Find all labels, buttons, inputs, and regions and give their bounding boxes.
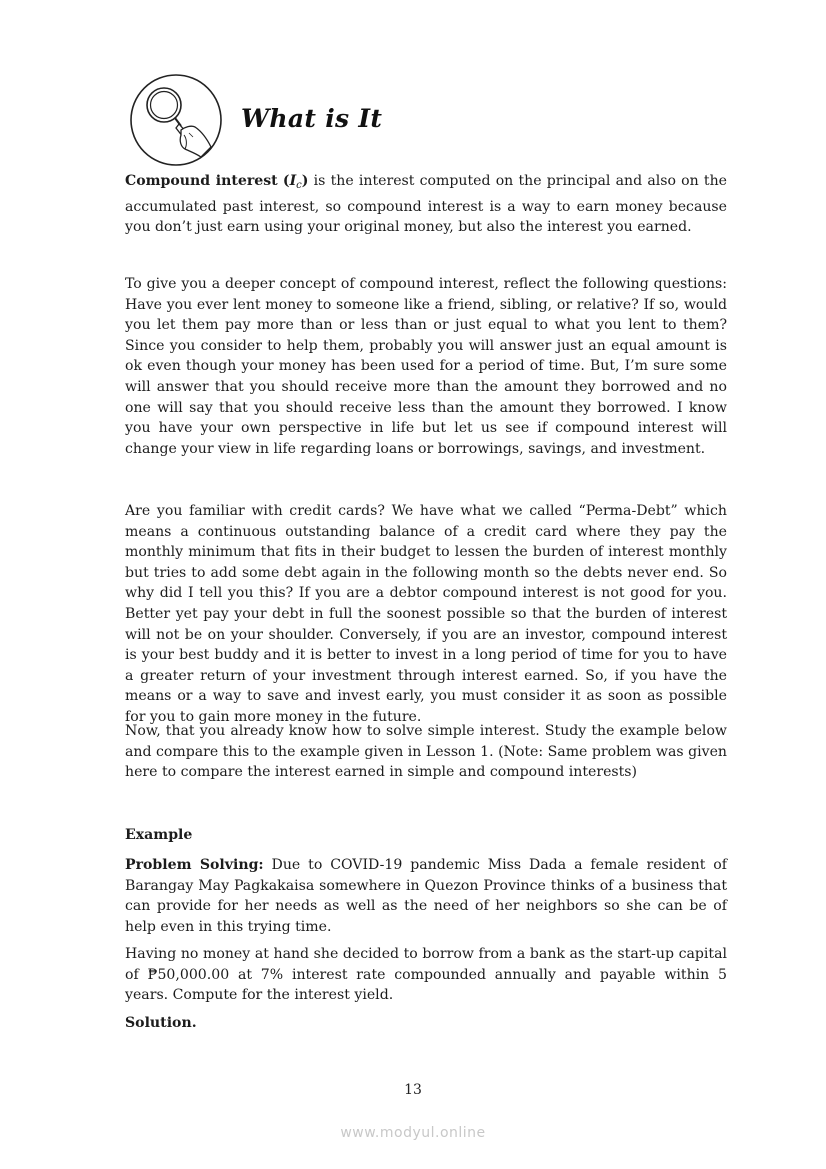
term-compound-interest: Compound interest: [125, 173, 278, 189]
paragraph-definition: [125, 171, 727, 238]
problem-text: Due to COVID-19 pandemic Miss Dada a female resident of Barangay May Pagkakaisa somewhere in Quezon Province thinks of a business that can provide for her needs as well as the need of her neighbors so she can be of help even in this trying time.: [125, 857, 727, 935]
definition-text: is the interest computed on the principal and also on the accumulated past interest, so compound interest is a way to earn money because you don’t just earn using your original money, but also the interest you earned.: [125, 173, 727, 236]
problem-details-text: Having no money at hand she decided to borrow from a bank as the start-up capital of ₱50,000.00 at 7% interest rate compounded annually and payable within 5 years. Compute for the interest yield.: [125, 946, 727, 1004]
magnifying-glass-icon: [129, 73, 223, 167]
symbol-base: I: [289, 173, 297, 189]
watermark: www.modyul.online: [340, 1125, 486, 1141]
example-heading: Example: [125, 827, 193, 843]
paragraph-reflection: [125, 274, 727, 459]
symbol-open: (: [282, 173, 290, 189]
solution-heading: Solution.: [125, 1015, 197, 1031]
problem-paragraph: [125, 855, 727, 937]
reflection-text: To give you a deeper concept of compound interest, reflect the following questions: Have you ever lent money to someone like a friend, sibling, or relative? If so, would you let them pay more than or less than or just equal to what you lent to them? Since you consider to help them, probably you will answer just an equal amount is ok even though your money has been used for a period of time. But, I’m sure some will answer that you should receive more than the amount they borrowed and no one will say that you should receive less than the amount they borrowed. I know you have your own perspective in life but let us see if compound interest will change your view in life regarding loans or borrowings, savings, and investment.: [125, 276, 727, 457]
problem-details: [125, 944, 727, 1006]
symbol-sub: c: [296, 180, 302, 191]
credit-cards-text: Are you familiar with credit cards? We have what we called “Perma-Debt” which means a continuous outstanding balance of a credit card where they pay the monthly minimum that fits in their budget to lessen the burden of interest monthly but tries to add some debt again in the following month so the debts never end. So why did I tell you this? If you are a debtor compound interest is not good for you. Better yet pay your debt in full the soonest possible so that the burden of interest will not be on your shoulder. Conversely, if you are an investor, compound interest is your best buddy and it is better to invest in a long period of time for you to have a greater return of your investment through interest earned. So, if you have the means or a way to save and invest early, you must consider it as soon as possible for you to gain more money in the future.: [125, 503, 727, 725]
problem-label: Problem Solving:: [125, 857, 264, 873]
page-number: 13: [404, 1082, 422, 1098]
note-text: Now, that you already know how to solve simple interest. Study the example below and compare this to the example given in Lesson 1. (Note: Same problem was given here to compare the interest earned in simple and compound interests): [125, 723, 727, 781]
paragraph-credit-cards: [125, 501, 727, 728]
symbol-close: ): [301, 173, 309, 189]
section-title: What is It: [241, 104, 383, 133]
paragraph-note: [125, 721, 727, 783]
